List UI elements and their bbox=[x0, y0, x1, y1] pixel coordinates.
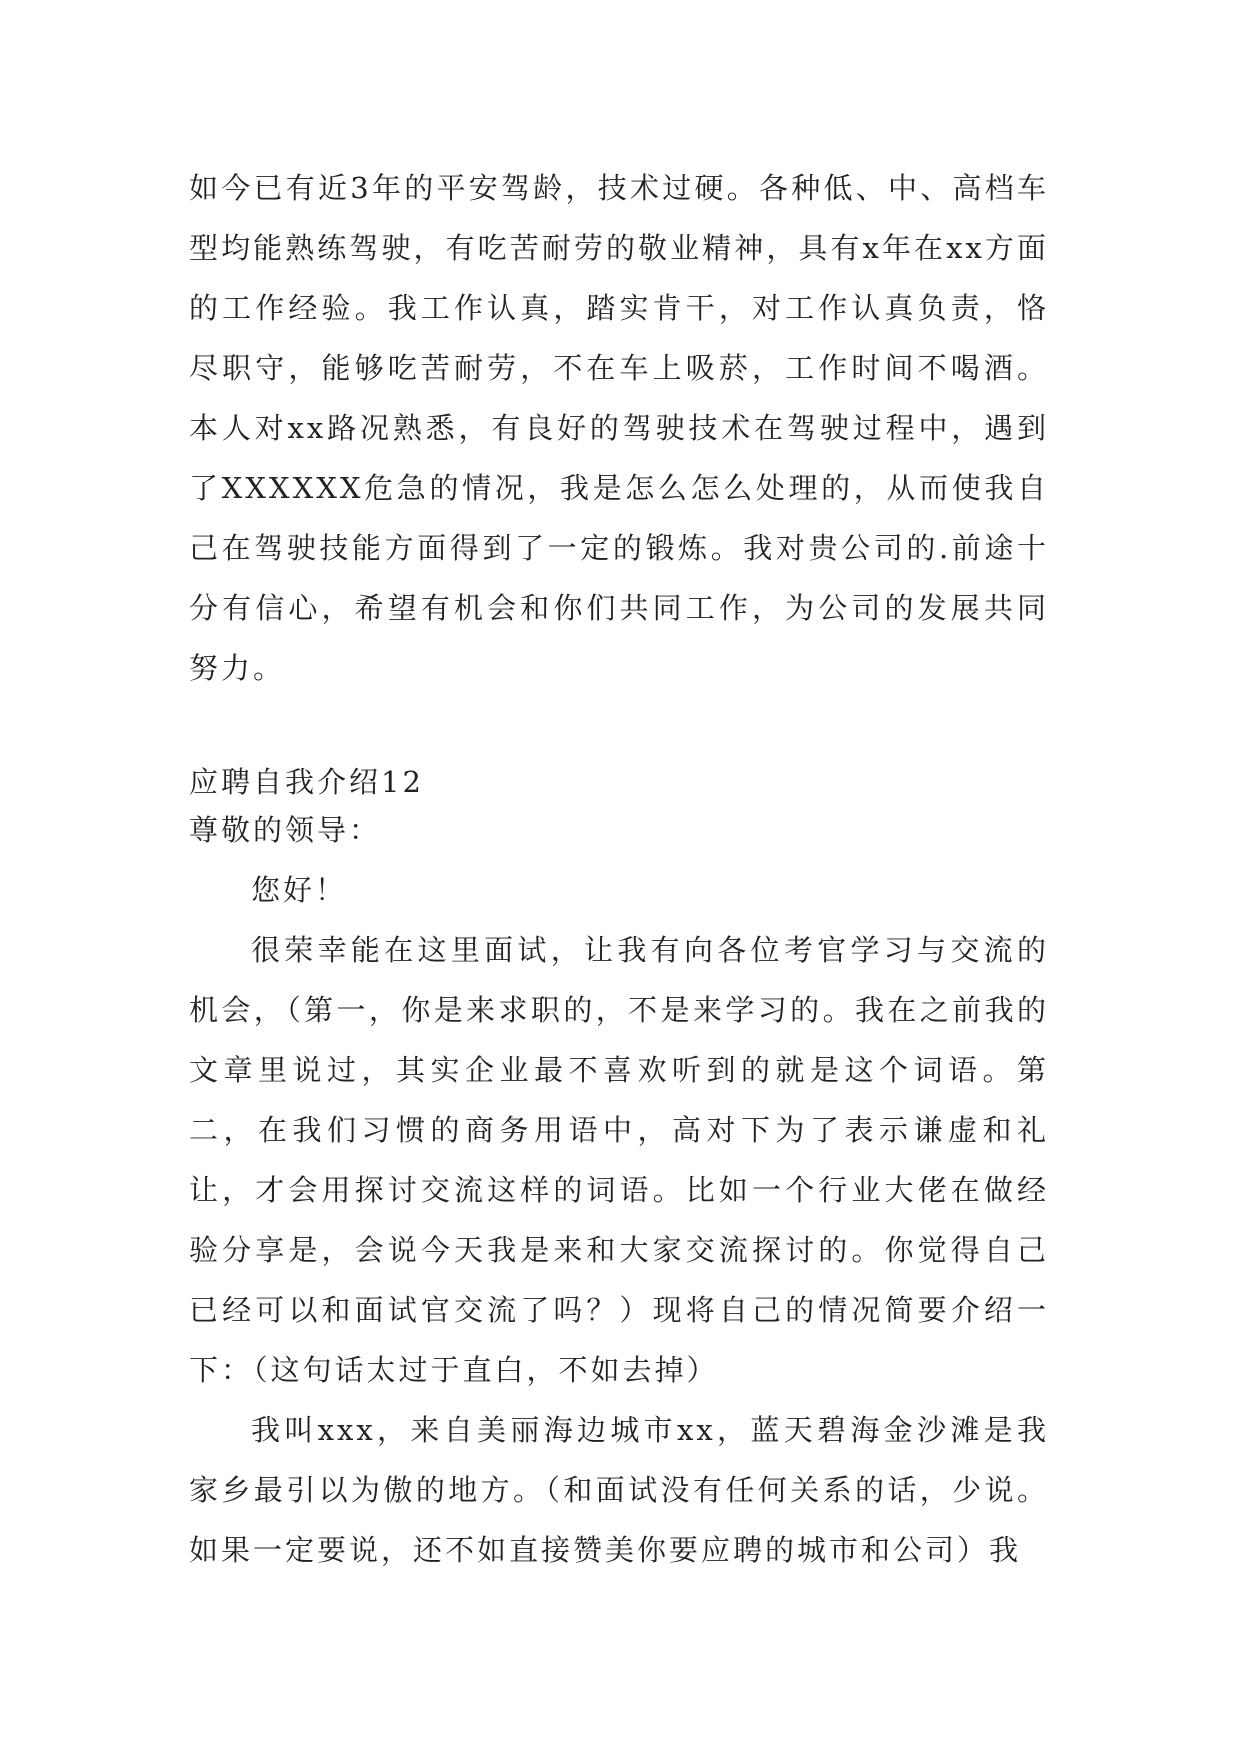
body-paragraph: 很荣幸能在这里面试，让我有向各位考官学习与交流的机会，（第一，你是来求职的，不是来学习的。我在之前我的文章里说过，其实企业最不喜欢听到的就是这个词语。第二，在我们习惯的商务用语中，高对下为了表示谦虚和礼让，才会用探讨交流这样的词语。比如一个行业大佬在做经验分享是，会说今天我是来和大家交流探讨的。你觉得自己已经可以和面试官交流了吗？）现将自己的情况简要介绍一下：（这句话太过于直白，不如去掉） bbox=[189, 933, 1049, 1387]
section-heading-group bbox=[189, 758, 1049, 854]
body-paragraph: 我叫xxx，来自美丽海边城市xx，蓝天碧海金沙滩是我家乡最引以为傲的地方。（和面试没有任何关系的话，少说。如果一定要说，还不如直接赞美你要应聘的城市和公司）我 bbox=[189, 1413, 1049, 1567]
salutation: 尊敬的领导： bbox=[189, 813, 382, 847]
section-title: 应聘自我介绍12 bbox=[189, 765, 424, 799]
document-content bbox=[189, 158, 1049, 1580]
greeting: 您好！ bbox=[251, 873, 348, 907]
body-paragraph: 如今已有近3年的平安驾龄，技术过硬。各种低、中、高档车型均能熟练驾驶，有吃苦耐劳的敬业精神，具有x年在xx方面的工作经验。我工作认真，踏实肯干，对工作认真负责，恪尽职守，能够吃苦耐劳，不在车上吸菸，工作时间不喝酒。本人对xx路况熟悉，有良好的驾驶技术在驾驶过程中，遇到了XXXXXX危急的情况，我是怎么怎么处理的，从而使我自己在驾驶技能方面得到了一定的锻炼。我对贵公司的.前途十分有信心，希望有机会和你们共同工作，为公司的发展共同努力。 bbox=[189, 171, 1049, 685]
